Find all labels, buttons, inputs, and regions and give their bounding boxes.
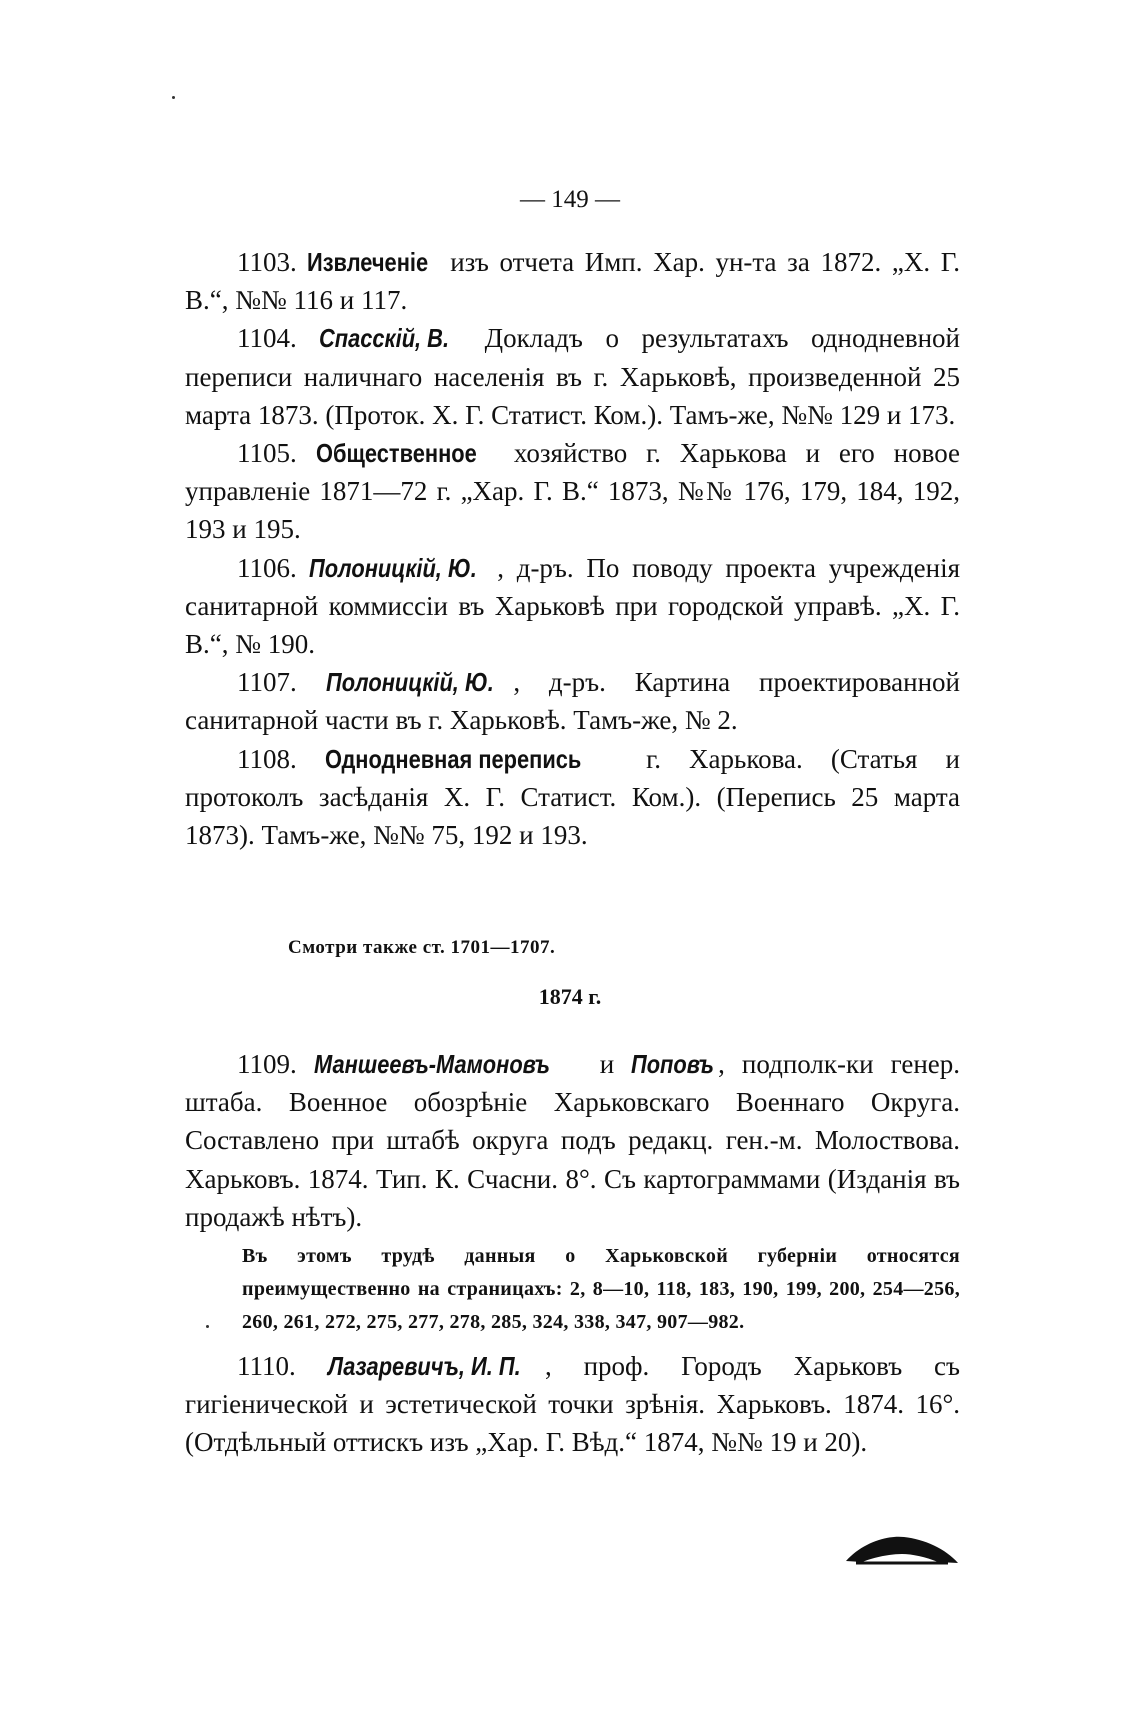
entry-number: 1110.	[237, 1351, 328, 1382]
entries-block-1874	[185, 1045, 960, 1462]
entry-number: 1108.	[237, 743, 325, 774]
paper-speck	[206, 1325, 209, 1328]
entry-number: 1105.	[237, 438, 316, 469]
entry-number: 1104.	[237, 323, 320, 354]
entry-number: 1109.	[237, 1049, 314, 1079]
year-heading: 1874 г.	[538, 984, 602, 1009]
entry-1104	[185, 319, 960, 434]
entry-author: Полоницкій, Ю.	[309, 552, 478, 583]
entry-title: Общественное	[315, 438, 477, 469]
entry-1107	[185, 663, 960, 739]
entry-title: Однодневная перепись	[324, 743, 582, 774]
entry-1109	[185, 1045, 960, 1236]
entry-author: Лазаревичъ, И. П.	[327, 1351, 521, 1382]
entry-1106	[185, 549, 960, 664]
entry-text: , подполк-ки генер. штаба. Военное обозрѣніе Харьковскаго Военнаго Округа. Составлено при штабѣ округа подъ редакц. ген.-м. Молоствова. Харьковъ. 1874. Тип. К. Счасни. 8°. Съ картограммами (Изданія въ продажѣ нѣтъ).	[185, 1049, 961, 1232]
entry-text: , д-ръ. По поводу проекта учрежденія санитарной коммиссіи въ Харьковѣ при городской управѣ. „Х. Г. В.“, № 190.	[185, 552, 960, 660]
entry-1109-note: Въ этомъ трудѣ данныя о Харьковской губерніи относятся преимущественно на страницахъ: 2, 8—10, 118, 183, 190, 199, 200, 254—256, 260, 261, 272, 275, 277, 278, 285, 324, 338, 347, 907—982.	[242, 1245, 960, 1334]
entry-1110	[185, 1347, 960, 1462]
entry-1108	[185, 740, 960, 855]
entry-number: 1107.	[237, 667, 326, 698]
entry-author: Поповъ	[631, 1049, 715, 1079]
entry-text: и	[582, 1049, 632, 1079]
entry-text: изъ отчета Имп. Хар. ун-та за 1872. „Х. Г. В.“, №№ 116 и 117.	[185, 247, 961, 316]
see-also-note: Смотри также ст. 1701—1707.	[288, 937, 556, 958]
end-ornament-icon	[842, 1533, 962, 1565]
entry-text: , проф. Городъ Харьковъ съ гигіенической и эстетической точки зрѣнія. Харьковъ. 1874. 16°. (Отдѣльный оттискъ изъ „Хар. Г. Вѣд.“ 1874, №№ 19 и 20).	[185, 1351, 960, 1458]
page-number: — 149 —	[520, 186, 620, 213]
entry-number: 1103.	[237, 247, 308, 277]
entry-author: Спасскій, В.	[319, 323, 450, 354]
entry-1105	[185, 434, 960, 549]
entry-text: Докладъ о результатахъ однодневной переписи наличнаго населенія въ г. Харьковѣ, произведенной 25 марта 1873. (Проток. Х. Г. Статист. Ком.). Тамъ-же, №№ 129 и 173.	[185, 323, 960, 430]
entry-title: Извлеченіе	[307, 247, 429, 277]
entry-1103	[185, 243, 960, 319]
entry-text: , д-ръ. Картина проектированной санитарной части въ г. Харьковѣ. Тамъ-же, № 2.	[185, 667, 960, 736]
entry-text: хозяйство г. Харькова и его новое управленіе 1871—72 г. „Хар. Г. В.“ 1873, №№ 176, 179, 184, 192, 193 и 195.	[185, 438, 961, 545]
entries-block-1873	[185, 243, 960, 854]
entry-number: 1106.	[237, 552, 310, 583]
entry-text: г. Харькова. (Статья и протоколъ засѣданія Х. Г. Статист. Ком.). (Перепись 25 марта 1873). Тамъ-же, №№ 75, 192 и 193.	[185, 743, 960, 851]
entry-author: Маншеевъ-Мамоновъ	[313, 1049, 550, 1079]
entry-author: Полоницкій, Ю.	[325, 667, 494, 698]
paper-speck	[172, 96, 175, 99]
